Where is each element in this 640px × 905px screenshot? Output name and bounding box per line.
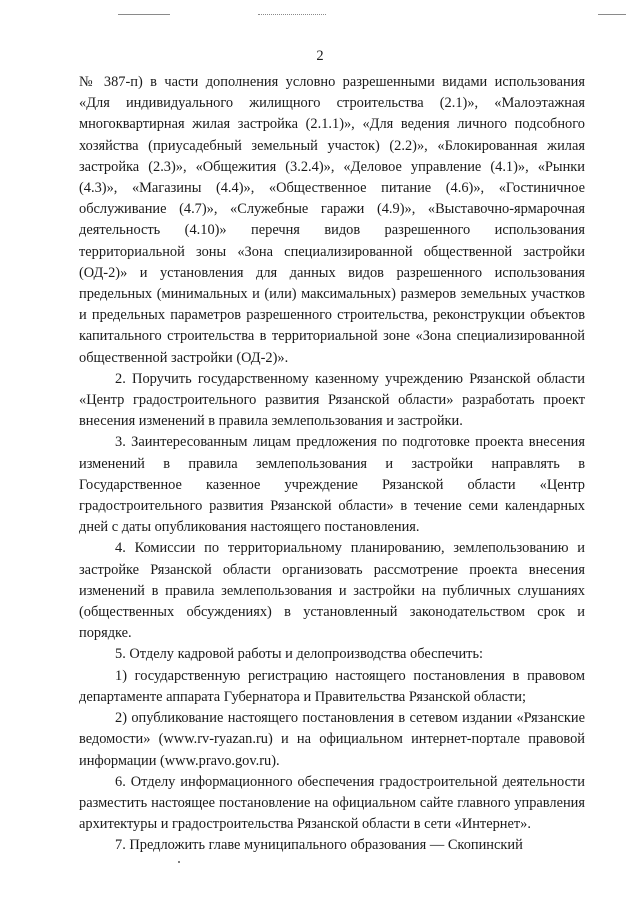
paragraph-item-4: 4. Комиссии по территориальному планированию, землепользованию и застройке Рязанской области организовать рассмотрение проекта внесения изменений в правила землепользования и застройки на публичных слушаниях (общественных обсуждениях) в установленный законодательством срок и порядке. (79, 540, 585, 642)
scan-artifact-line-mid (258, 14, 326, 15)
scan-artifact-line-right (598, 14, 626, 15)
paragraph-item-6: 6. Отделу информационного обеспечения градостроительной деятельности разместить настоящее постановление на официальном сайте главного управления архитектуры и градостроительства Рязанской области в сети «Интернет». (79, 773, 585, 833)
paragraph-item-7: 7. Предложить главе муниципального образования — Скопинский (115, 837, 523, 854)
paragraph-subitem-5-1: 1) государственную регистрацию настоящего постановления в правовом департаменте аппарата Губернатора и Правительства Рязанской области; (79, 667, 585, 705)
document-body (79, 72, 585, 857)
page-number: 2 (316, 48, 324, 64)
paragraph-subitem-5-2: 2) опубликование настоящего постановления в сетевом издании «Рязанские ведомости» (www.rv-ryazan.ru) и на официальном интернет-портале правовой информации (www.pravo.gov.ru). (79, 710, 585, 769)
scan-artifact-dot (178, 861, 180, 863)
scan-artifact-line-left (118, 14, 170, 15)
paragraph-item-2: 2. Поручить государственному казенному учреждению Рязанской области «Центр градостроительного развития Рязанской области» разработать проект внесения изменений в правила землепользования и застройки. (79, 370, 585, 430)
paragraph-item-5: 5. Отделу кадровой работы и делопроизводства обеспечить: (115, 646, 483, 663)
paragraph-item-3: 3. Заинтересованным лицам предложения по подготовке проекта внесения изменений в правила землепользования и застройки направлять в Государственное казенное учреждение Рязанской области «Центр градостроительного развития Рязанской области» в течение семи календарных дней с даты опубликования настоящего постановления. (79, 434, 585, 536)
paragraph-continuation: № 387-п) в части дополнения условно разрешенными видами использования «Для индивидуального жилищного строительства (2.1)», «Малоэтажная многоквартирная жилая застройка (2.1.1)», «Для ведения личного подсобного хозяйства (приусадебный земельный участок) (2.2)», «Блокированная жилая застройка (2.3)», «Общежития (3.2.4)», «Деловое управление (4.1)», «Рынки (4.3)», «Магазины (4.4)», «Общественное питание (4.6)», «Гостиничное обслуживание (4.7)», «Служебные гаражи (4.9)», «Выставочно-ярмарочная деятельность (4.10)» перечня видов разрешенного использования территориальной зоны «Зона специализированной общественной застройки (ОД-2)» и установления для данных видов разрешенного использования предельных (минимальных и (или) максимальных) размеров земельных участков и предельных параметров разрешенного строительства, реконструкции объектов капитального строительства в территориальной зоне «Зона специализированной общественной застройки (ОД-2)». (79, 74, 585, 366)
